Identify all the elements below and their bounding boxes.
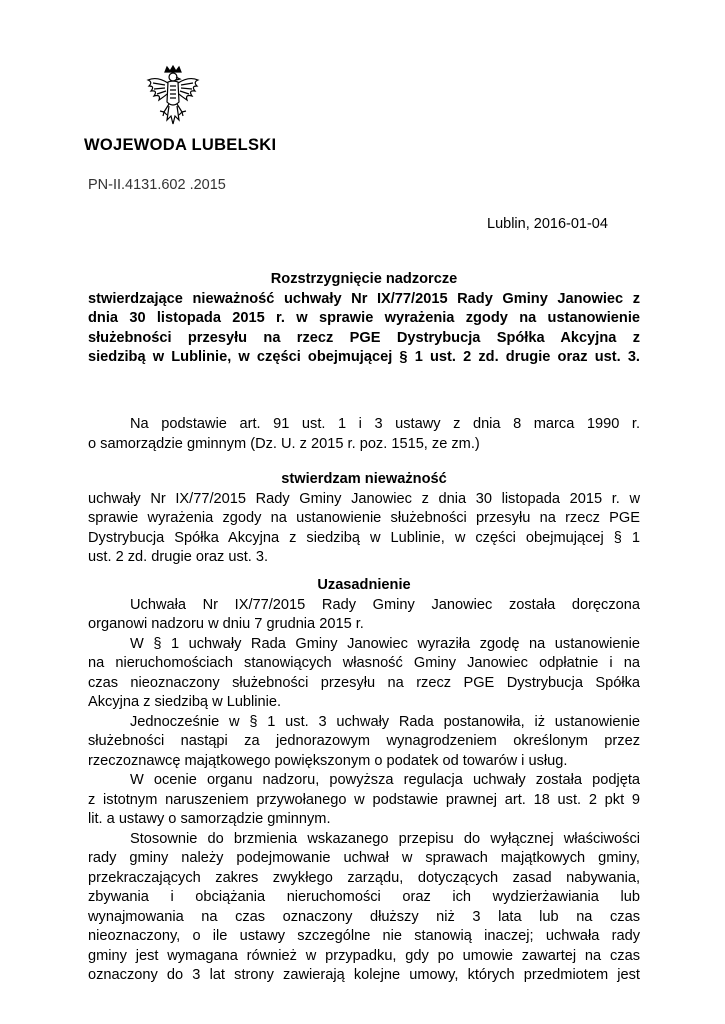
paragraph-line: Uchwała Nr IX/77/2015 Rady Gminy Janowiec została doręczona <box>130 596 640 613</box>
paragraph-line: czas nieoznaczony służebności przesyłu na rzecz PGE Dystrybucja Spółka <box>88 674 640 691</box>
paragraph-line: gminy jest wymagana również w przypadku, gdy po umowie zawartej na czas <box>88 947 640 964</box>
decision-heading: stwierdzam nieważność <box>281 471 447 487</box>
reference-number: PN-II.4131.602 .2015 <box>88 177 226 193</box>
organization-name: WOJEWODA LUBELSKI <box>84 136 277 154</box>
decision-line: uchwały Nr IX/77/2015 Rady Gminy Janowiec z dnia 30 listopada 2015 r. w <box>88 490 640 507</box>
paragraph-line: W § 1 uchwały Rada Gminy Janowiec wyraziła zgodę na ustanowienie <box>130 635 640 652</box>
legal-basis <box>88 415 640 454</box>
paragraph-line: przekraczających zakres zwykłego zarządu, dotyczących zasad nabywania, <box>88 869 640 886</box>
paragraph-line: zbywania i obciążania nieruchomości oraz ich wydzierżawiania lub <box>88 889 640 905</box>
paragraph-line: organowi nadzoru w dniu 7 grudnia 2015 r. <box>88 616 364 632</box>
eagle-emblem-icon <box>145 64 201 130</box>
paragraph-line: nieoznaczony, o ile ustawy szczególne nie stanowią inaczej; uchwała rady <box>88 928 640 944</box>
decision <box>88 470 640 568</box>
decision-line: Dystrybucja Spółka Akcyjna z siedzibą w Lublinie, w części obejmującej § 1 <box>88 529 640 546</box>
justification-heading: Uzasadnienie <box>317 577 411 593</box>
basis-line: o samorządzie gminnym (Dz. U. z 2015 r. poz. 1515, ze zm.) <box>88 435 480 452</box>
paragraph-line: na nieruchomościach stanowiących własność Gminy Janowiec odpłatnie i na <box>88 655 640 671</box>
paragraph-line: rzeczoznawcę majątkowego powiększonym o podatek od towarów i usług. <box>88 752 568 769</box>
basis-line: Na podstawie art. 91 ust. 1 i 3 ustawy z dnia 8 marca 1990 r. <box>130 416 640 432</box>
title-line: dnia 30 listopada 2015 r. w sprawie wyrażenia zgody na ustanowienie <box>88 310 640 326</box>
paragraph-line: rady gminy należy podejmowanie uchwał w sprawach majątkowych gminy, <box>88 850 640 866</box>
paragraph-line: Jednocześnie w § 1 ust. 3 uchwały Rada postanowiła, iż ustanowienie <box>130 713 640 730</box>
paragraph-line: lit. a ustawy o samorządzie gminnym. <box>88 811 331 827</box>
title-line: siedzibą w Lublinie, w części obejmującej § 1 ust. 2 zd. drugie oraz ust. 3. <box>88 349 640 365</box>
decision-line: sprawie wyrażenia zgody na ustanowienie służebności przesyłu na rzecz PGE <box>88 510 640 526</box>
place-date: Lublin, 2016-01-04 <box>487 216 608 232</box>
paragraph-line: W ocenie organu nadzoru, powyższa regulacja uchwały została podjęta <box>130 772 640 788</box>
decision-line: ust. 2 zd. drugie oraz ust. 3. <box>88 549 269 565</box>
paragraph-line: Akcyjna z siedzibą w Lublinie. <box>88 694 282 710</box>
title-line: służebności przesyłu na rzecz PGE Dystrybucja Spółka Akcyjna z <box>88 329 640 346</box>
paragraph-line: z istotnym naruszeniem przywołanego w podstawie prawnej art. 18 ust. 2 pkt 9 <box>88 791 640 808</box>
document-title <box>88 270 640 368</box>
paragraph-line: wynajmowania na czas oznaczony dłuższy niż 3 lata lub na czas <box>88 908 640 925</box>
justification <box>88 576 640 986</box>
paragraph-line: oznaczony do 3 lat strony zawierają kolejne umowy, których przedmiotem jest <box>88 967 640 983</box>
paragraph-line: Stosownie do brzmienia wskazanego przepisu do wyłącznej właściwości <box>130 830 640 847</box>
paragraph-line: służebności nastąpi za jednorazowym wynagrodzeniem określonym przez <box>88 733 640 749</box>
title-line: Rozstrzygnięcie nadzorcze <box>270 271 458 287</box>
title-line: stwierdzające nieważność uchwały Nr IX/77/2015 Rady Gminy Janowiec z <box>88 290 640 307</box>
